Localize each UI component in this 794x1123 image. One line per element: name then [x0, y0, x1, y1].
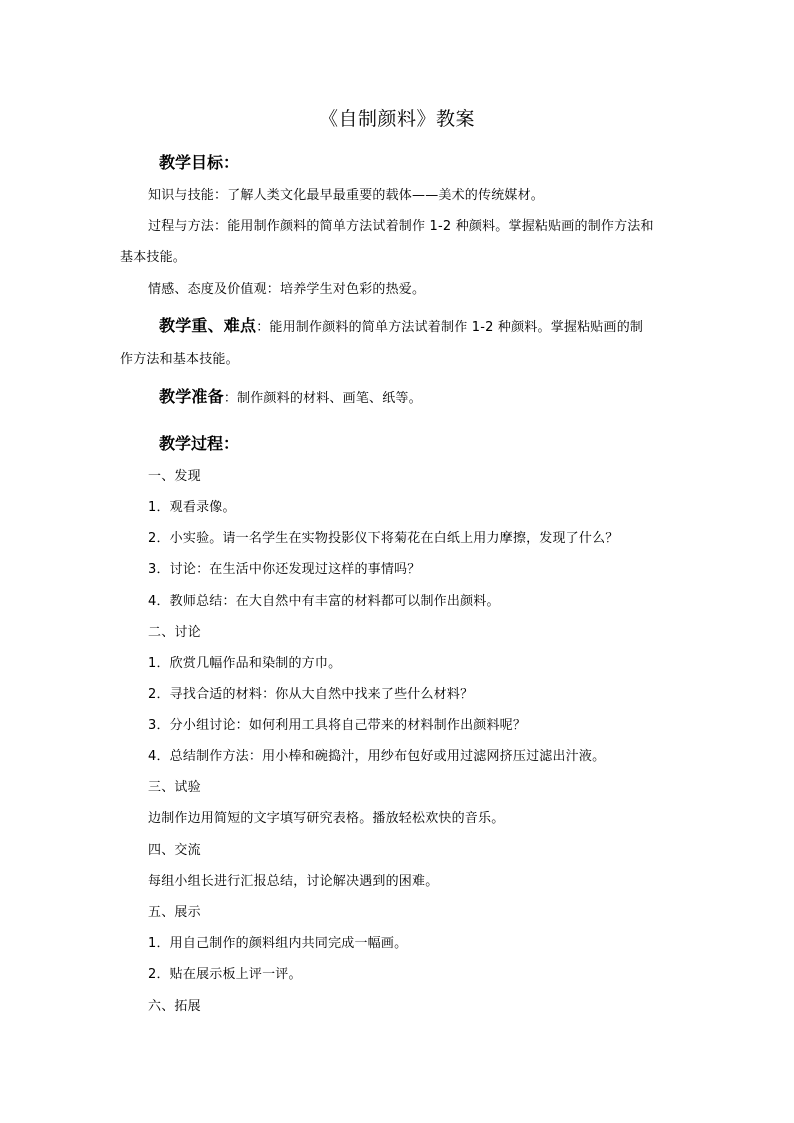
section-title: 三、试验: [148, 780, 201, 795]
list-item: 2．贴在展示板上评一评。: [148, 967, 302, 982]
list-item: 4．教师总结：在大自然中有丰富的材料都可以制作出颜料。: [148, 594, 500, 609]
list-item: 2．小实验。请一名学生在实物投影仪下将菊花在白纸上用力摩擦，发现了什么？: [148, 531, 619, 546]
section-title: 一、发现: [148, 469, 201, 484]
list-item: 4．总结制作方法：用小棒和碗捣汁，用纱布包好或用过滤网挤压过滤出汁液。: [148, 749, 606, 764]
list-item: 3．讨论：在生活中你还发现过这样的事情吗？: [148, 562, 421, 577]
section-text: 边制作边用简短的文字填写研究表格。播放轻松欢快的音乐。: [148, 811, 505, 826]
section-title: 四、交流: [148, 843, 201, 858]
list-item: 1．用自己制作的颜料组内共同完成一幅画。: [148, 936, 408, 951]
list-item: 3．分小组讨论：如何利用工具将自己带来的材料制作出颜料呢？: [148, 718, 527, 733]
preparation-text: ：制作颜料的材料、画笔、纸等。: [223, 391, 422, 406]
objective-knowledge: 知识与技能：了解人类文化最早最重要的载体——美术的传统媒材。: [148, 188, 545, 203]
preparation-heading: 教学准备: [159, 387, 224, 406]
section-text: 每组小组长进行汇报总结，讨论解决遇到的困难。: [148, 874, 439, 889]
key-points-heading: 教学重、难点: [159, 316, 257, 335]
section-title: 五、展示: [148, 905, 201, 920]
objective-process-line1: 过程与方法：能用制作颜料的简单方法试着制作 1-2 种颜料。掌握粘贴画的制作方法和: [148, 219, 654, 234]
key-points-line1: [159, 318, 643, 336]
objectives-heading: 教学目标：: [159, 153, 240, 172]
section-title: 六、拓展: [148, 999, 201, 1014]
process-heading: 教学过程：: [159, 434, 240, 453]
list-item: 1．观看录像。: [148, 500, 236, 515]
key-points-line2: 作方法和基本技能。: [120, 352, 239, 367]
document-title: 《自制颜料》教案: [318, 108, 475, 130]
objective-process-line2: 基本技能。: [120, 250, 187, 265]
key-points-text: ：能用制作颜料的简单方法试着制作 1-2 种颜料。掌握粘贴画的制: [256, 320, 644, 335]
section-title: 二、讨论: [148, 625, 201, 640]
objective-emotion: 情感、态度及价值观：培养学生对色彩的热爱。: [148, 282, 426, 297]
list-item: 1．欣赏几幅作品和染制的方巾。: [148, 656, 342, 671]
list-item: 2．寻找合适的材料：你从大自然中找来了些什么材料？: [148, 687, 474, 702]
preparation-line: [159, 389, 422, 407]
